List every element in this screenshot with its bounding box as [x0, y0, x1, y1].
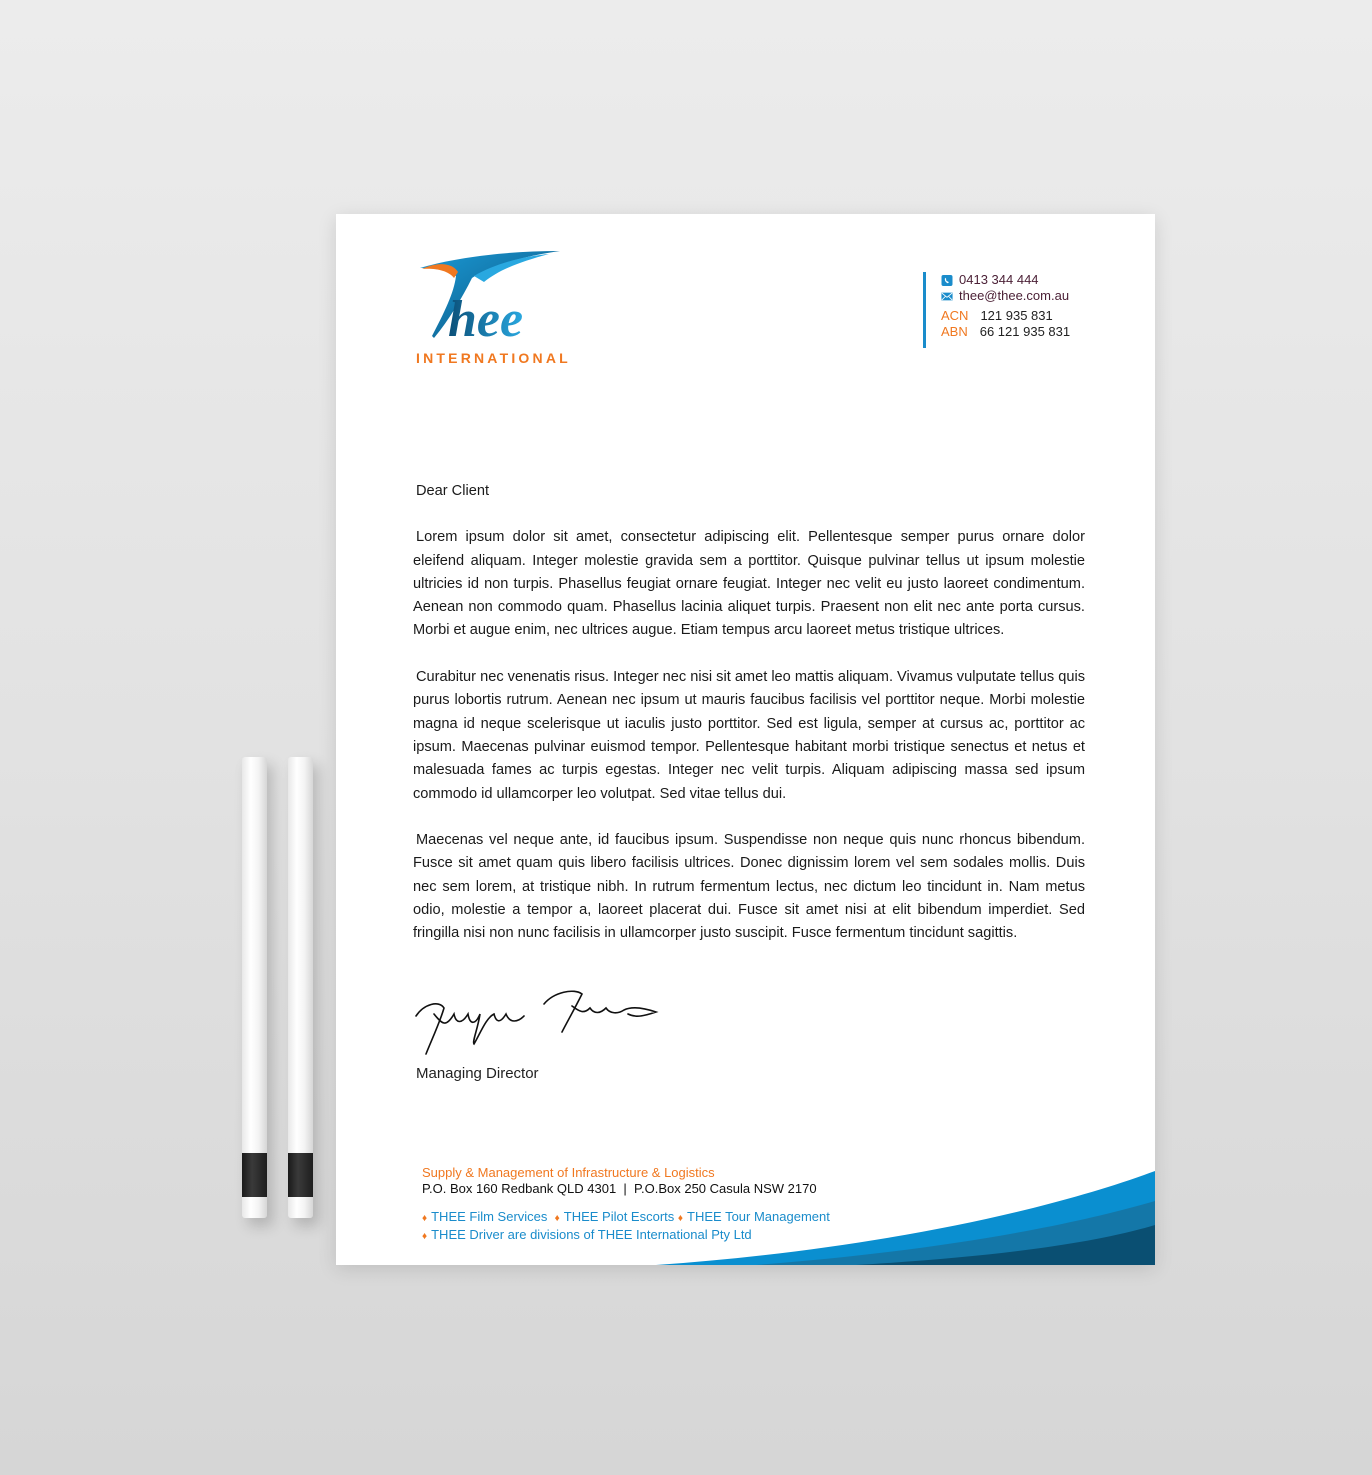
diamond-bullet-icon: ♦: [677, 1213, 684, 1224]
diamond-bullet-icon: ♦: [422, 1231, 428, 1242]
letterhead-page: [336, 214, 1155, 1265]
contact-block: [923, 272, 1070, 348]
footer-tagline: Supply & Management of Infrastructure & Logistics: [422, 1165, 715, 1180]
pen-band: [242, 1153, 267, 1197]
divisions-line: [422, 1227, 830, 1245]
phone-icon: [941, 275, 953, 286]
greeting: Dear Client: [416, 483, 489, 499]
signatory-role: Managing Director: [416, 1065, 539, 1082]
email-address: thee@thee.com.au: [959, 288, 1070, 303]
footer: [422, 1165, 830, 1245]
division-item: THEE Film Services: [431, 1209, 548, 1224]
marker-pen: [242, 757, 267, 1218]
phone-number: 0413 344 444: [959, 272, 1039, 287]
division-note: THEE Driver are divisions of THEE International Pty Ltd: [431, 1227, 752, 1242]
abn-label: ABN: [941, 324, 968, 339]
company-logo: [414, 248, 584, 368]
acn-label: ACN: [941, 308, 969, 323]
paragraph: Lorem ipsum dolor sit amet, consectetur adipiscing elit. Pellentesque semper purus ornare dolor eleifend aliquam. Integer molestie gravida sem a porttitor. Quisque pulvinar tellus ut ipsum molestie ultricies id non turpis. Phasellus feugiat ornare feugiat. Integer nec velit eu justo laoreet condimentum. Aenean non commodo quam. Phasellus lacinia aliquet turpis. Praesent non elit nec ante porta cursus. Morbi et augue enim, nec ultrices augue. Etiam tempus arcu laoreet metus tristique ultrices.: [413, 529, 1085, 639]
division-item: THEE Pilot Escorts: [563, 1209, 675, 1224]
pen-band: [288, 1153, 313, 1197]
paragraph: Maecenas vel neque ante, id faucibus ipsum. Suspendisse non neque quis nunc rhoncus bibendum. Fusce sit amet quam quis libero facilisis ultrices. Donec dignissim lorem vel sem sodales mollis. Duis nec sem lorem, at tristique nibh. In rutrum fermentum lectus, nec dictum leo tincidunt in. Nam metus odio, molestie a tempor a, laoreet placerat dui. Fusce sit amet nisi at elit bibendum imperdiet. Sed fringilla nisi non nunc facilisis in ullamcorper justo suscipit. Fusce fermentum tincidunt sagittis.: [413, 832, 1085, 942]
divisions-line: [422, 1209, 830, 1227]
marker-pen: [288, 757, 313, 1218]
logo-subtitle: INTERNATIONAL: [416, 350, 571, 366]
letter-body: [413, 480, 1085, 969]
division-item: THEE Tour Management: [687, 1209, 830, 1224]
diamond-bullet-icon: ♦: [554, 1213, 560, 1224]
paragraph: Curabitur nec venenatis risus. Integer nec nisi sit amet leo mattis aliquam. Vivamus vulputate tellus quis purus lobortis rutrum. Aenean nec ipsum ut mauris faucibus facilisis vel porttitor neque. Morbi molestie magna id neque scelerisque ut iaculis justo porttitor. Sed est ligula, semper at cursus ac, porttitor ac ipsum. Maecenas pulvinar euismod tempor. Pellentesque habitant morbi tristique senectus et netus et malesuada fames ac turpis egestas. Integer nec velit turpis. Aliquam adipiscing massa sed ipsum commodo id ullamcorper leo volutpat. Sed vitae tellus dui.: [413, 669, 1085, 802]
diamond-bullet-icon: ♦: [422, 1213, 428, 1224]
footer-address: P.O. Box 160 Redbank QLD 4301 | P.O.Box 250 Casula NSW 2170: [422, 1181, 817, 1196]
acn-value: 121 935 831: [980, 308, 1053, 323]
email-icon: [941, 291, 953, 302]
signature: [414, 984, 664, 1059]
logo-mark-icon: [414, 248, 584, 352]
abn-value: 66 121 935 831: [979, 324, 1071, 339]
svg-text:hee: hee: [448, 291, 524, 348]
